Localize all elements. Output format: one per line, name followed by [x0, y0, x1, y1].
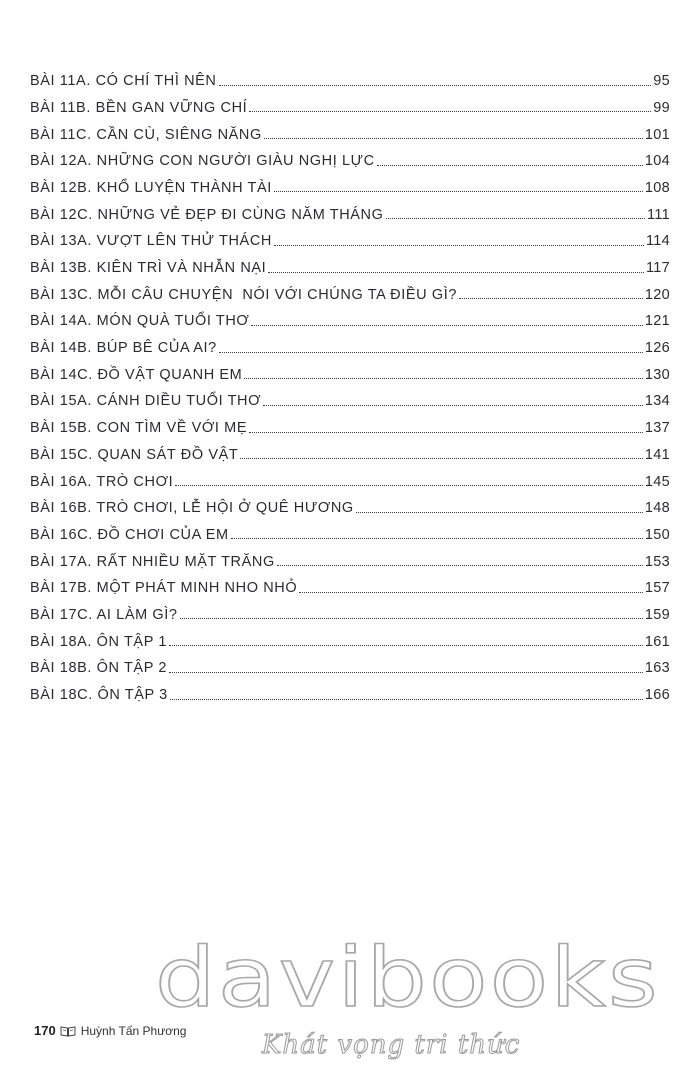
toc-entry-page: 111	[647, 206, 670, 223]
watermark-logo	[155, 930, 665, 1020]
toc-entry	[30, 436, 670, 463]
toc-entry-title: BÀI 15B. CON TÌM VỀ VỚI MẸ	[30, 420, 248, 437]
toc-entry-page: 95	[653, 73, 670, 90]
dot-leader	[231, 538, 643, 539]
dot-leader	[274, 245, 644, 246]
toc-entry-page: 121	[644, 313, 670, 330]
toc-entry-page: 108	[644, 179, 670, 196]
toc-entry-page: 161	[644, 633, 670, 650]
toc-entry	[30, 249, 670, 276]
page-number: 170	[34, 1023, 56, 1038]
dot-leader	[386, 218, 646, 219]
toc-entry-title: BÀI 18B. ÔN TẬP 2	[30, 660, 168, 677]
toc-entry-title: BÀI 12B. KHỔ LUYỆN THÀNH TÀI	[30, 179, 272, 196]
toc-entry-title: BÀI 16C. ĐỒ CHƠI CỦA EM	[30, 526, 229, 543]
dot-leader	[169, 672, 643, 673]
toc-entry	[30, 569, 670, 596]
toc-entry-page: 114	[645, 233, 670, 250]
dot-leader	[459, 298, 643, 299]
toc-entry	[30, 542, 670, 569]
toc-entry-title: BÀI 12A. NHỮNG CON NGƯỜI GIÀU NGHỊ LỰC	[30, 153, 375, 170]
toc-entry	[30, 649, 670, 676]
toc-entry-page: 159	[644, 606, 670, 623]
dot-leader	[251, 325, 642, 326]
toc-entry-title: BÀI 16A. TRÒ CHƠI	[30, 473, 174, 490]
toc-entry	[30, 356, 670, 383]
dot-leader	[219, 352, 643, 353]
dot-leader	[249, 432, 643, 433]
toc-entry-page: 163	[644, 660, 670, 677]
toc-entry-title: BÀI 14B. BÚP BÊ CỦA AI?	[30, 340, 217, 357]
dot-leader	[180, 618, 643, 619]
toc-entry-title: BÀI 13C. MỖI CÂU CHUYỆN NÓI VỚI CHÚNG TA ĐIỀU GÌ?	[30, 286, 458, 303]
toc-entry-title: BÀI 17C. AI LÀM GÌ?	[30, 606, 178, 623]
dot-leader	[170, 699, 643, 700]
toc-entry-page: 134	[644, 393, 670, 410]
watermark-slogan: Khát vọng tri thức	[262, 1030, 521, 1060]
toc-entry	[30, 622, 670, 649]
toc-entry	[30, 302, 670, 329]
toc-entry	[30, 489, 670, 516]
toc-entry-page: 166	[644, 687, 670, 703]
toc-entry-page: 130	[644, 366, 670, 383]
toc-entry-title: BÀI 12C. NHỮNG VẺ ĐẸP ĐI CÙNG NĂM THÁNG	[30, 206, 384, 223]
dot-leader	[169, 645, 643, 646]
toc-entry-title: BÀI 11A. CÓ CHÍ THÌ NÊN	[30, 73, 217, 90]
dot-leader	[244, 378, 643, 379]
toc-entry-title: BÀI 14A. MÓN QUÀ TUỔI THƠ	[30, 313, 250, 330]
toc-entry	[30, 382, 670, 409]
toc-entry	[30, 329, 670, 356]
toc-entry	[30, 62, 670, 89]
toc-entry	[30, 89, 670, 116]
dot-leader	[277, 565, 643, 566]
toc-entry-title: BÀI 18C. ÔN TẬP 3	[30, 687, 168, 703]
toc-entry-page: 126	[644, 340, 670, 357]
toc-entry-title: BÀI 15C. QUAN SÁT ĐỒ VẬT	[30, 446, 239, 463]
toc-entry-page: 101	[644, 126, 670, 143]
dot-leader	[240, 458, 643, 459]
table-of-contents	[30, 62, 670, 703]
toc-entry-title: BÀI 13B. KIÊN TRÌ VÀ NHẪN NẠI	[30, 260, 267, 276]
toc-entry-title: BÀI 15A. CÁNH DIỀU TUỔI THƠ	[30, 393, 262, 410]
watermark-logo-text: davibooks	[155, 931, 660, 1020]
toc-entry-title: BÀI 14C. ĐỒ VẬT QUANH EM	[30, 366, 243, 383]
dot-leader	[263, 405, 643, 406]
toc-entry-title: BÀI 16B. TRÒ CHƠI, LỄ HỘI Ở QUÊ HƯƠNG	[30, 500, 354, 517]
toc-entry-page: 153	[644, 553, 670, 570]
toc-entry	[30, 676, 670, 703]
toc-entry	[30, 462, 670, 489]
toc-entry-title: BÀI 18A. ÔN TẬP 1	[30, 633, 168, 650]
toc-entry-page: 99	[653, 99, 670, 116]
toc-entry	[30, 516, 670, 543]
toc-entry	[30, 169, 670, 196]
toc-entry-page: 104	[644, 153, 670, 170]
toc-entry	[30, 596, 670, 623]
page-footer	[34, 1023, 186, 1038]
author-name: Huỳnh Tấn Phương	[80, 1023, 187, 1038]
dot-leader	[264, 138, 643, 139]
toc-entry-page: 157	[644, 580, 670, 597]
dot-leader	[377, 165, 643, 166]
dot-leader	[356, 512, 643, 513]
toc-entry	[30, 409, 670, 436]
toc-entry	[30, 142, 670, 169]
toc-entry-title: BÀI 11C. CẦN CÙ, SIÊNG NĂNG	[30, 126, 262, 143]
dot-leader	[274, 191, 643, 192]
toc-entry-page: 150	[644, 526, 670, 543]
toc-entry-title: BÀI 17A. RẤT NHIỀU MẶT TRĂNG	[30, 553, 275, 570]
toc-entry-title: BÀI 13A. VƯỢT LÊN THỬ THÁCH	[30, 233, 272, 250]
dot-leader	[175, 485, 643, 486]
dot-leader	[249, 111, 651, 112]
dot-leader	[219, 85, 652, 86]
toc-entry	[30, 115, 670, 142]
toc-entry-title: BÀI 11B. BỀN GAN VỮNG CHÍ	[30, 99, 248, 116]
book-icon	[60, 1025, 76, 1037]
toc-entry-title: BÀI 17B. MỘT PHÁT MINH NHO NHỎ	[30, 580, 298, 597]
toc-entry-page: 141	[644, 446, 670, 463]
toc-entry	[30, 276, 670, 303]
dot-leader	[299, 592, 643, 593]
toc-entry	[30, 222, 670, 249]
toc-entry-page: 145	[644, 473, 670, 490]
toc-entry-page: 137	[644, 420, 670, 437]
toc-entry-page: 117	[645, 260, 670, 276]
toc-entry	[30, 195, 670, 222]
toc-entry-page: 120	[644, 286, 670, 303]
dot-leader	[268, 272, 644, 273]
toc-entry-page: 148	[644, 500, 670, 517]
